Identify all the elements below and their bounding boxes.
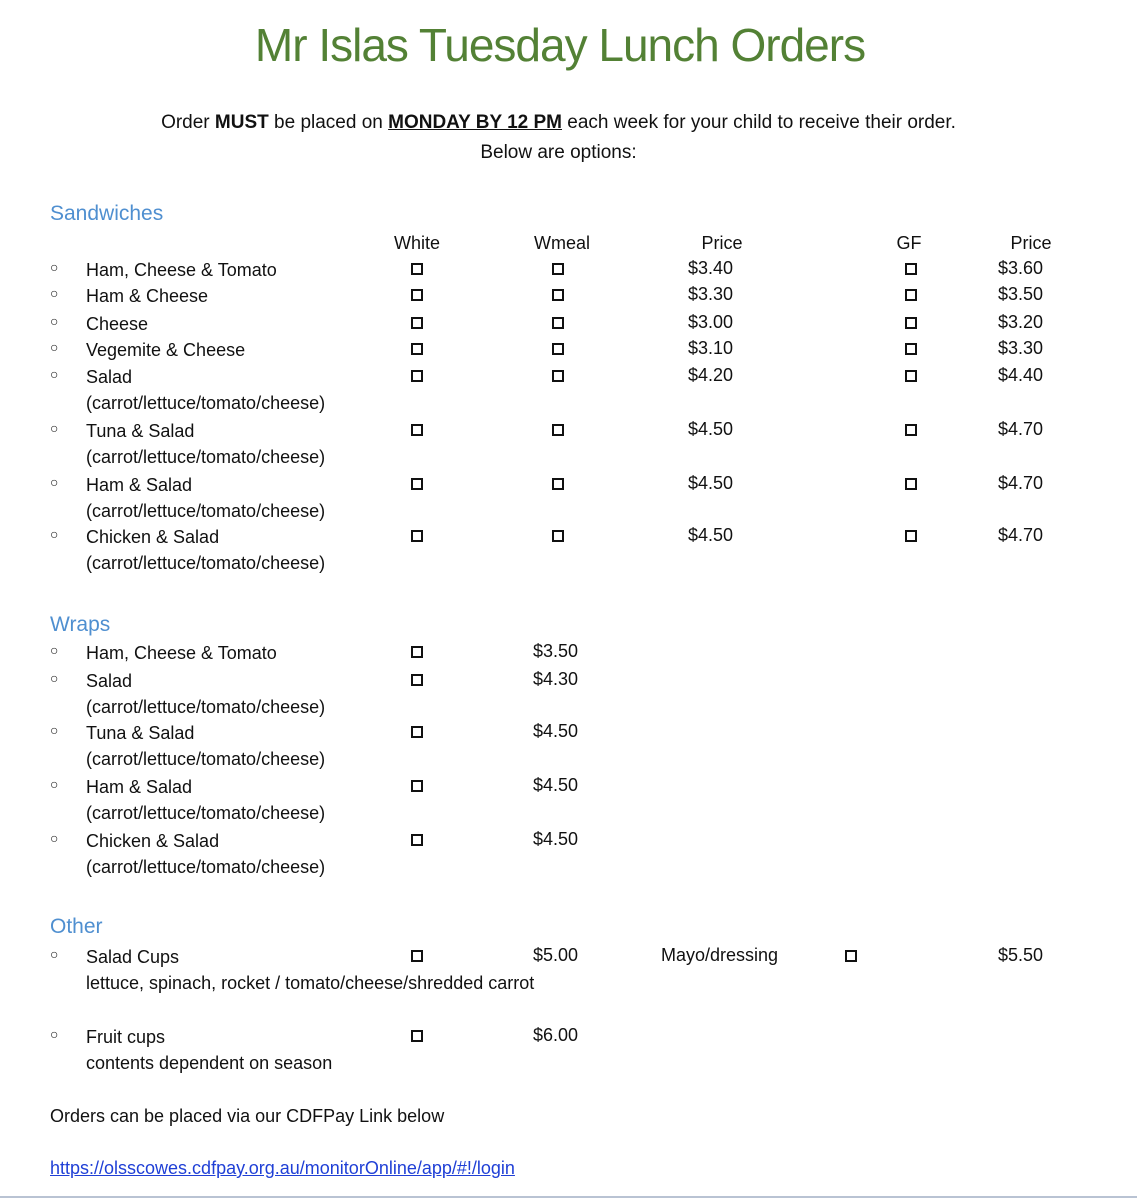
item-name bbox=[86, 944, 534, 996]
hollow-circle-bullet-icon: ○ bbox=[50, 1026, 59, 1042]
item-label: Fruit cups bbox=[86, 1027, 166, 1047]
white-bread-checkbox[interactable] bbox=[411, 478, 423, 490]
item-description: (carrot/lettuce/tomato/cheese) bbox=[86, 393, 326, 413]
item-price: $3.00 bbox=[688, 312, 734, 332]
item-price: $5.00 bbox=[533, 945, 579, 965]
item-label: Salad Cups bbox=[86, 947, 180, 967]
wholemeal-bread-checkbox[interactable] bbox=[552, 478, 564, 490]
page-bottom-rule bbox=[0, 1196, 1137, 1198]
hollow-circle-bullet-icon: ○ bbox=[50, 420, 59, 436]
gf-price: $3.30 bbox=[998, 338, 1044, 358]
item-name bbox=[86, 311, 148, 337]
item-description: (carrot/lettuce/tomato/cheese) bbox=[86, 749, 326, 769]
hollow-circle-bullet-icon: ○ bbox=[50, 776, 59, 792]
gluten-free-checkbox[interactable] bbox=[905, 263, 917, 275]
item-price: $3.30 bbox=[688, 284, 734, 304]
intro-options-line: Below are options: bbox=[480, 142, 637, 163]
gluten-free-checkbox[interactable] bbox=[905, 343, 917, 355]
item-label: Ham, Cheese & Tomato bbox=[86, 643, 277, 663]
wrap-select-checkbox[interactable] bbox=[411, 646, 423, 658]
wholemeal-bread-checkbox[interactable] bbox=[552, 289, 564, 301]
item-name bbox=[86, 472, 325, 524]
item-name bbox=[86, 283, 208, 309]
wholemeal-bread-checkbox[interactable] bbox=[552, 343, 564, 355]
item-label: Vegemite & Cheese bbox=[86, 340, 246, 360]
item-price: $3.40 bbox=[688, 258, 734, 278]
gf-price: $4.40 bbox=[998, 365, 1044, 385]
wrap-select-checkbox[interactable] bbox=[411, 780, 423, 792]
gf-price: $3.50 bbox=[998, 284, 1044, 304]
hollow-circle-bullet-icon: ○ bbox=[50, 474, 59, 490]
wraps-heading: Wraps bbox=[50, 613, 111, 636]
white-bread-checkbox[interactable] bbox=[411, 343, 423, 355]
hollow-circle-bullet-icon: ○ bbox=[50, 285, 59, 301]
gf-price: $3.20 bbox=[998, 312, 1044, 332]
item-price: $4.50 bbox=[688, 419, 734, 439]
item-name bbox=[86, 1024, 332, 1076]
item-name bbox=[86, 418, 325, 470]
gluten-free-checkbox[interactable] bbox=[905, 530, 917, 542]
item-name bbox=[86, 257, 277, 283]
column-header-gf: GF bbox=[896, 233, 922, 253]
gf-price: $4.70 bbox=[998, 419, 1044, 439]
item-price: $3.50 bbox=[533, 641, 579, 661]
hollow-circle-bullet-icon: ○ bbox=[50, 642, 59, 658]
wrap-select-checkbox[interactable] bbox=[411, 674, 423, 686]
column-header-wmeal: Wmeal bbox=[533, 233, 590, 253]
intro-deadline: MONDAY BY 12 PM bbox=[388, 112, 563, 133]
item-label: Tuna & Salad bbox=[86, 421, 195, 441]
gluten-free-checkbox[interactable] bbox=[905, 424, 917, 436]
hollow-circle-bullet-icon: ○ bbox=[50, 946, 59, 962]
item-price: $4.50 bbox=[533, 721, 579, 741]
column-header-price: Price bbox=[701, 233, 743, 253]
hollow-circle-bullet-icon: ○ bbox=[50, 313, 59, 329]
item-name bbox=[86, 720, 325, 772]
white-bread-checkbox[interactable] bbox=[411, 424, 423, 436]
white-bread-checkbox[interactable] bbox=[411, 530, 423, 542]
wholemeal-bread-checkbox[interactable] bbox=[552, 317, 564, 329]
item-price: $4.50 bbox=[688, 525, 734, 545]
item-name bbox=[86, 337, 245, 363]
gf-price: $3.60 bbox=[998, 258, 1044, 278]
intro-after: each week for your child to receive their order. bbox=[562, 112, 956, 133]
column-header-gf-price: Price bbox=[1010, 233, 1052, 253]
item-label: Ham & Cheese bbox=[86, 286, 209, 306]
hollow-circle-bullet-icon: ○ bbox=[50, 339, 59, 355]
mayo-dressing-price: $5.50 bbox=[998, 945, 1044, 965]
hollow-circle-bullet-icon: ○ bbox=[50, 366, 59, 382]
mayo-dressing-checkbox[interactable] bbox=[845, 950, 857, 962]
other-heading: Other bbox=[50, 915, 103, 938]
intro-middle: be placed on bbox=[268, 112, 389, 133]
item-name bbox=[86, 524, 325, 576]
item-name bbox=[86, 668, 325, 720]
white-bread-checkbox[interactable] bbox=[411, 317, 423, 329]
hollow-circle-bullet-icon: ○ bbox=[50, 259, 59, 275]
column-header-white: White bbox=[393, 233, 440, 253]
cdfpay-link[interactable]: https://olsscowes.cdfpay.org.au/monitorOnline/app/#!/login bbox=[50, 1158, 515, 1178]
wholemeal-bread-checkbox[interactable] bbox=[552, 263, 564, 275]
gf-price: $4.70 bbox=[998, 525, 1044, 545]
item-description: lettuce, spinach, rocket / tomato/cheese/shredded carrot bbox=[86, 973, 535, 993]
hollow-circle-bullet-icon: ○ bbox=[50, 830, 59, 846]
item-description: (carrot/lettuce/tomato/cheese) bbox=[86, 857, 326, 877]
item-price: $6.00 bbox=[533, 1025, 579, 1045]
wholemeal-bread-checkbox[interactable] bbox=[552, 424, 564, 436]
intro-must: MUST bbox=[214, 112, 269, 133]
item-price: $4.50 bbox=[688, 473, 734, 493]
gluten-free-checkbox[interactable] bbox=[905, 317, 917, 329]
item-label: Salad bbox=[86, 671, 133, 691]
item-description: (carrot/lettuce/tomato/cheese) bbox=[86, 803, 326, 823]
item-select-checkbox[interactable] bbox=[411, 950, 423, 962]
wrap-select-checkbox[interactable] bbox=[411, 726, 423, 738]
item-price: $4.50 bbox=[533, 775, 579, 795]
white-bread-checkbox[interactable] bbox=[411, 370, 423, 382]
item-name bbox=[86, 640, 277, 666]
item-label: Chicken & Salad bbox=[86, 527, 220, 547]
hollow-circle-bullet-icon: ○ bbox=[50, 722, 59, 738]
item-description: (carrot/lettuce/tomato/cheese) bbox=[86, 447, 326, 467]
gluten-free-checkbox[interactable] bbox=[905, 370, 917, 382]
white-bread-checkbox[interactable] bbox=[411, 289, 423, 301]
item-label: Ham, Cheese & Tomato bbox=[86, 260, 277, 280]
item-price: $4.50 bbox=[533, 829, 579, 849]
hollow-circle-bullet-icon: ○ bbox=[50, 670, 59, 686]
item-name bbox=[86, 774, 325, 826]
item-price: $4.20 bbox=[688, 365, 734, 385]
item-label: Salad bbox=[86, 367, 133, 387]
footer-text: Orders can be placed via our CDFPay Link below bbox=[50, 1106, 445, 1126]
hollow-circle-bullet-icon: ○ bbox=[50, 526, 59, 542]
item-description: (carrot/lettuce/tomato/cheese) bbox=[86, 553, 326, 573]
gluten-free-checkbox[interactable] bbox=[905, 478, 917, 490]
item-name bbox=[86, 364, 325, 416]
item-label: Ham & Salad bbox=[86, 475, 193, 495]
item-label: Chicken & Salad bbox=[86, 831, 220, 851]
item-description: contents dependent on season bbox=[86, 1053, 333, 1073]
mayo-dressing-label: Mayo/dressing bbox=[661, 945, 779, 965]
gluten-free-checkbox[interactable] bbox=[905, 289, 917, 301]
item-price: $3.10 bbox=[688, 338, 734, 358]
item-label: Cheese bbox=[86, 314, 149, 334]
item-description: (carrot/lettuce/tomato/cheese) bbox=[86, 501, 326, 521]
wholemeal-bread-checkbox[interactable] bbox=[552, 530, 564, 542]
sandwiches-heading: Sandwiches bbox=[50, 202, 164, 225]
white-bread-checkbox[interactable] bbox=[411, 263, 423, 275]
item-price: $4.30 bbox=[533, 669, 579, 689]
order-instructions bbox=[0, 112, 1117, 134]
wrap-select-checkbox[interactable] bbox=[411, 834, 423, 846]
item-name bbox=[86, 828, 325, 880]
item-select-checkbox[interactable] bbox=[411, 1030, 423, 1042]
gf-price: $4.70 bbox=[998, 473, 1044, 493]
item-description: (carrot/lettuce/tomato/cheese) bbox=[86, 697, 326, 717]
item-label: Ham & Salad bbox=[86, 777, 193, 797]
wholemeal-bread-checkbox[interactable] bbox=[552, 370, 564, 382]
item-label: Tuna & Salad bbox=[86, 723, 195, 743]
intro-before: Order bbox=[161, 112, 215, 133]
page-title: Mr Islas Tuesday Lunch Orders bbox=[254, 19, 866, 71]
